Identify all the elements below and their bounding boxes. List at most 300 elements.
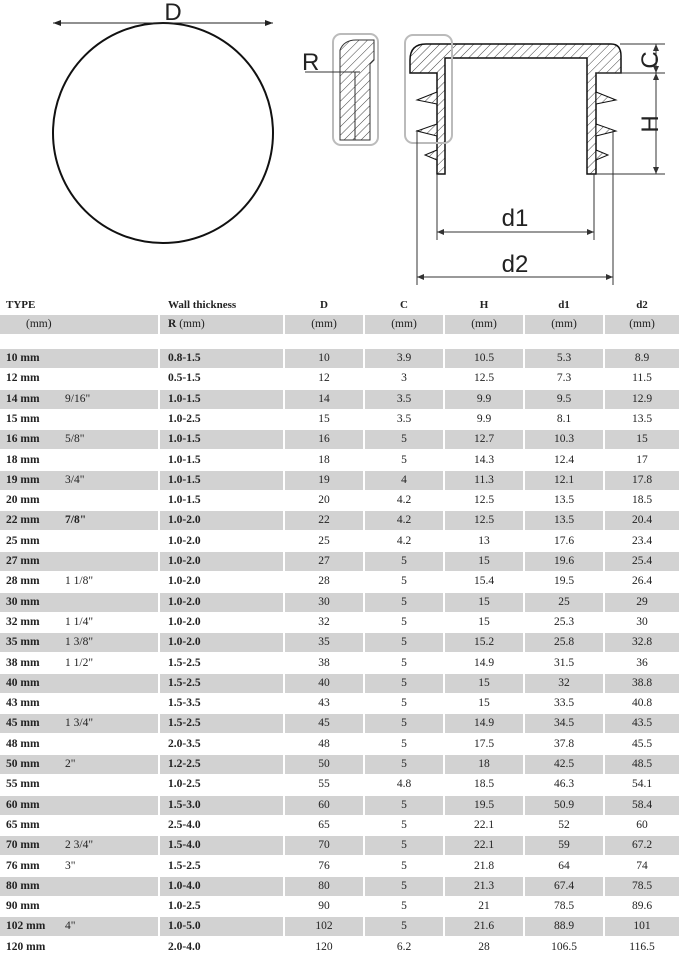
cell-H: 10.5 xyxy=(445,349,525,368)
cell-H: 17.5 xyxy=(445,735,525,754)
cell-C: 5 xyxy=(365,654,445,673)
cell-d1: 13.5 xyxy=(525,511,605,530)
cell-d1: 34.5 xyxy=(525,714,605,733)
cell-type xyxy=(0,755,160,774)
unit-wall-mm: (mm) xyxy=(179,318,205,330)
cell-type xyxy=(0,613,160,632)
type-mm: 19 mm xyxy=(6,473,40,486)
cell-D: 65 xyxy=(285,816,365,835)
type-mm: 60 mm xyxy=(6,798,40,811)
cell-wall: 1.0-1.5 xyxy=(160,430,285,449)
cell-d2: 89.6 xyxy=(631,900,653,913)
type-inch: 1 1/8" xyxy=(65,575,94,588)
type-mm: 80 mm xyxy=(6,879,40,892)
table-row xyxy=(0,532,679,551)
cell-D: 38 xyxy=(285,654,365,673)
cell-H: 9.9 xyxy=(445,410,525,429)
cell-d1: 37.8 xyxy=(525,735,605,754)
cross-section-view xyxy=(405,35,665,285)
cell-d2: 101 xyxy=(605,917,679,936)
cell-wall: 1.0-2.0 xyxy=(160,532,285,551)
cell-C: 5 xyxy=(365,917,445,936)
cell-H: 14.3 xyxy=(445,451,525,470)
cell-d2: 40.8 xyxy=(631,697,653,710)
type-mm: 18 mm xyxy=(6,453,40,466)
cell-D: 43 xyxy=(285,694,365,713)
cell-C: 6.2 xyxy=(365,938,445,957)
cell-C: 5 xyxy=(365,451,445,470)
table-row xyxy=(0,511,679,530)
cell-type xyxy=(0,511,160,530)
cell-type xyxy=(0,430,160,449)
table-row xyxy=(0,471,679,490)
cell-C: 5 xyxy=(365,633,445,652)
cell-H: 11.3 xyxy=(445,471,525,490)
cell-d2: 23.4 xyxy=(631,534,653,547)
cell-D: 15 xyxy=(285,410,365,429)
table-row xyxy=(0,552,679,571)
table-row xyxy=(0,877,679,896)
unit-H: (mm) xyxy=(445,315,525,334)
cell-d1: 12.4 xyxy=(525,451,605,470)
cell-d1: 64 xyxy=(525,857,605,876)
type-inch: 1 1/2" xyxy=(65,656,94,669)
cell-D: 35 xyxy=(285,633,365,652)
cell-D: 48 xyxy=(285,735,365,754)
type-mm: 55 mm xyxy=(6,778,40,791)
cell-H: 14.9 xyxy=(445,654,525,673)
cell-D: 80 xyxy=(285,877,365,896)
cell-d1: 19.5 xyxy=(525,572,605,591)
cell-H: 28 xyxy=(445,938,525,957)
table-row xyxy=(0,430,679,449)
type-mm: 40 mm xyxy=(6,676,40,689)
table-row xyxy=(0,714,679,733)
unit-d2: (mm) xyxy=(605,315,679,334)
cell-d2: 67.2 xyxy=(605,836,679,855)
type-inch: 9/16" xyxy=(65,392,91,405)
cell-H: 15.2 xyxy=(445,633,525,652)
cell-D: 14 xyxy=(285,390,365,409)
cell-d2: 29 xyxy=(605,593,679,612)
type-inch: 3" xyxy=(65,859,76,872)
table-row xyxy=(0,369,679,388)
cell-type xyxy=(0,451,160,470)
cell-C: 5 xyxy=(365,593,445,612)
cell-C: 3.9 xyxy=(365,349,445,368)
cell-wall: 1.0-2.5 xyxy=(160,410,285,429)
cell-wall: 1.5-3.5 xyxy=(160,694,285,713)
cell-C: 4.2 xyxy=(365,511,445,530)
cell-d1: 46.3 xyxy=(525,775,605,794)
type-mm: 15 mm xyxy=(6,412,40,425)
type-mm: 50 mm xyxy=(6,758,40,770)
cell-D: 50 xyxy=(285,755,365,774)
table-row xyxy=(0,593,679,612)
cell-d2: 78.5 xyxy=(605,877,679,896)
cell-type xyxy=(0,897,160,916)
type-inch: 1 3/4" xyxy=(65,717,94,730)
cell-wall: 1.0-2.0 xyxy=(160,593,285,612)
cell-d2: 13.5 xyxy=(631,412,653,425)
cell-wall: 1.5-2.5 xyxy=(160,654,285,673)
type-mm: 45 mm xyxy=(6,717,40,730)
cell-type xyxy=(0,857,160,876)
type-inch: 2 3/4" xyxy=(65,839,94,852)
cell-type xyxy=(0,836,160,855)
unit-d1: (mm) xyxy=(525,315,605,334)
cell-C: 5 xyxy=(365,430,445,449)
cell-C: 3 xyxy=(365,369,445,388)
cell-D: 60 xyxy=(285,796,365,815)
type-inch: 3/4" xyxy=(65,473,85,486)
cell-type xyxy=(0,593,160,612)
type-mm: 65 mm xyxy=(6,818,40,831)
cell-type xyxy=(0,491,160,510)
cell-D: 28 xyxy=(285,572,365,591)
cell-C: 5 xyxy=(365,816,445,835)
cell-d2: 60 xyxy=(636,818,648,831)
cell-d1: 42.5 xyxy=(525,755,605,774)
cell-wall: 1.0-1.5 xyxy=(160,491,285,510)
cell-D: 30 xyxy=(285,593,365,612)
cell-H: 12.5 xyxy=(445,511,525,530)
cell-C: 4 xyxy=(365,471,445,490)
cell-H: 15 xyxy=(445,613,525,632)
header-type: TYPE xyxy=(0,296,160,315)
table-row xyxy=(0,694,679,713)
table-row xyxy=(0,674,679,693)
cell-C: 3.5 xyxy=(365,390,445,409)
cell-H: 15.4 xyxy=(445,572,525,591)
cell-D: 10 xyxy=(285,349,365,368)
cell-D: 32 xyxy=(285,613,365,632)
unit-type: (mm) xyxy=(0,315,160,334)
cell-d2: 116.5 xyxy=(629,940,655,953)
cell-d1: 106.5 xyxy=(525,938,605,957)
cell-C: 5 xyxy=(365,674,445,693)
cell-C: 5 xyxy=(365,714,445,733)
cell-d2: 15 xyxy=(605,430,679,449)
type-mm: 35 mm xyxy=(6,636,40,649)
cell-type xyxy=(0,654,160,673)
cell-d2: 45.5 xyxy=(631,737,653,750)
cell-D: 16 xyxy=(285,430,365,449)
cell-d1: 12.1 xyxy=(525,471,605,490)
units-row xyxy=(0,315,679,334)
type-inch: 4" xyxy=(65,920,76,933)
cell-D: 19 xyxy=(285,471,365,490)
cell-wall: 1.0-1.5 xyxy=(160,451,285,470)
cell-wall: 1.0-2.0 xyxy=(160,511,285,530)
table-row xyxy=(0,816,679,835)
cell-C: 5 xyxy=(365,755,445,774)
table-row xyxy=(0,410,679,429)
cell-C: 5 xyxy=(365,613,445,632)
header-D: D xyxy=(285,296,365,315)
unit-wall-R: R xyxy=(168,318,177,330)
cell-H: 21.3 xyxy=(445,877,525,896)
cell-H: 9.9 xyxy=(445,390,525,409)
type-mm: 16 mm xyxy=(6,433,40,446)
cell-H: 22.1 xyxy=(445,816,525,835)
type-mm: 70 mm xyxy=(6,839,40,852)
cell-type xyxy=(0,917,160,936)
type-inch: 5/8" xyxy=(65,433,85,446)
cell-d1: 32 xyxy=(525,674,605,693)
cell-d1: 5.3 xyxy=(525,349,605,368)
table-row xyxy=(0,735,679,754)
cell-H: 22.1 xyxy=(445,836,525,855)
header-C: C xyxy=(365,296,445,315)
unit-C: (mm) xyxy=(365,315,445,334)
cell-H: 21 xyxy=(445,897,525,916)
cell-d2: 38.8 xyxy=(605,674,679,693)
table-row xyxy=(0,633,679,652)
table-row xyxy=(0,897,679,916)
cell-wall: 1.0-2.0 xyxy=(160,633,285,652)
cell-d1: 25.3 xyxy=(525,613,605,632)
cell-d1: 25.8 xyxy=(525,633,605,652)
cell-wall: 1.0-2.0 xyxy=(160,572,285,591)
cell-C: 5 xyxy=(365,735,445,754)
cell-d2: 12.9 xyxy=(605,390,679,409)
cell-type xyxy=(0,735,160,754)
cell-D: 76 xyxy=(285,857,365,876)
table-row xyxy=(0,451,679,470)
cell-d1: 13.5 xyxy=(525,491,605,510)
cell-d1: 8.1 xyxy=(525,410,605,429)
table-row xyxy=(0,491,679,510)
cell-d1: 88.9 xyxy=(525,917,605,936)
type-inch: 7/8" xyxy=(65,514,87,527)
cell-H: 15 xyxy=(445,694,525,713)
header-d1: d1 xyxy=(525,296,605,315)
cell-d1: 7.3 xyxy=(525,369,605,388)
cell-D: 102 xyxy=(285,917,365,936)
type-mm: 12 mm xyxy=(6,372,40,385)
cell-D: 18 xyxy=(285,451,365,470)
cell-d1: 78.5 xyxy=(525,897,605,916)
table-row xyxy=(0,572,679,591)
table-row xyxy=(0,390,679,409)
table-row xyxy=(0,613,679,632)
cell-H: 15 xyxy=(445,593,525,612)
cell-wall: 2.0-3.5 xyxy=(160,735,285,754)
cell-d1: 9.5 xyxy=(525,390,605,409)
cell-H: 12.7 xyxy=(445,430,525,449)
cell-C: 5 xyxy=(365,796,445,815)
cell-type xyxy=(0,633,160,652)
cell-H: 13 xyxy=(445,532,525,551)
cell-type xyxy=(0,532,160,551)
cell-D: 55 xyxy=(285,775,365,794)
type-mm: 10 mm xyxy=(6,352,40,364)
cell-C: 5 xyxy=(365,857,445,876)
cell-type xyxy=(0,349,160,368)
type-mm: 38 mm xyxy=(6,656,40,669)
type-mm: 20 mm xyxy=(6,494,40,507)
header-d2: d2 xyxy=(636,299,648,311)
cell-wall: 1.0-2.5 xyxy=(160,897,285,916)
cell-d1: 50.9 xyxy=(525,796,605,815)
type-inch: 2" xyxy=(65,758,76,770)
cell-d2: 74 xyxy=(636,859,648,872)
type-mm: 22 mm xyxy=(6,514,40,527)
cell-wall: 1.5-3.0 xyxy=(160,796,285,815)
cell-d2: 48.5 xyxy=(605,755,679,774)
cell-H: 21.6 xyxy=(445,917,525,936)
cell-d1: 19.6 xyxy=(525,552,605,571)
cell-wall: 1.5-2.5 xyxy=(160,714,285,733)
cell-wall: 1.0-1.5 xyxy=(160,471,285,490)
table-row xyxy=(0,349,679,368)
cell-d1: 59 xyxy=(525,836,605,855)
unit-D: (mm) xyxy=(285,315,365,334)
cell-D: 40 xyxy=(285,674,365,693)
cell-type xyxy=(0,816,160,835)
cell-C: 5 xyxy=(365,694,445,713)
cell-D: 90 xyxy=(285,897,365,916)
cell-d2: 30 xyxy=(636,615,648,628)
cell-H: 19.5 xyxy=(445,796,525,815)
table-row xyxy=(0,654,679,673)
type-inch: 1 3/8" xyxy=(65,636,94,649)
cell-C: 4.2 xyxy=(365,532,445,551)
cell-wall: 0.8-1.5 xyxy=(160,349,285,368)
cell-d2: 8.9 xyxy=(605,349,679,368)
label-C: C xyxy=(637,51,664,69)
cell-d2: 11.5 xyxy=(632,372,652,385)
cell-wall: 1.0-1.5 xyxy=(160,390,285,409)
cell-D: 45 xyxy=(285,714,365,733)
top-view-circle xyxy=(53,0,273,243)
cell-D: 25 xyxy=(285,532,365,551)
cell-C: 4.2 xyxy=(365,491,445,510)
cell-d2: 20.4 xyxy=(605,511,679,530)
cell-d2: 18.5 xyxy=(631,494,653,507)
cell-d2: 25.4 xyxy=(605,552,679,571)
detail-view xyxy=(302,34,378,145)
label-D: D xyxy=(164,0,182,26)
table-row xyxy=(0,796,679,815)
type-mm: 102 mm xyxy=(6,920,46,933)
cell-d1: 10.3 xyxy=(525,430,605,449)
type-inch: 1 1/4" xyxy=(65,615,94,628)
type-mm: 76 mm xyxy=(6,859,40,872)
cell-C: 5 xyxy=(365,877,445,896)
cell-D: 20 xyxy=(285,491,365,510)
cell-d2: 58.4 xyxy=(605,796,679,815)
cell-d1: 52 xyxy=(525,816,605,835)
technical-drawing xyxy=(0,0,679,296)
table-row xyxy=(0,755,679,774)
cell-H: 12.5 xyxy=(445,491,525,510)
cell-type xyxy=(0,390,160,409)
cell-C: 5 xyxy=(365,572,445,591)
label-R: R xyxy=(302,49,320,76)
cell-type xyxy=(0,674,160,693)
cell-wall: 1.5-2.5 xyxy=(160,857,285,876)
table-row xyxy=(0,836,679,855)
cell-d2: 17 xyxy=(636,453,648,466)
cell-type xyxy=(0,694,160,713)
cell-type xyxy=(0,938,160,957)
type-mm: 25 mm xyxy=(6,534,40,547)
cell-H: 21.8 xyxy=(445,857,525,876)
cell-d1: 33.5 xyxy=(525,694,605,713)
table-row xyxy=(0,857,679,876)
cell-D: 70 xyxy=(285,836,365,855)
label-d2: d2 xyxy=(501,251,529,278)
cell-wall: 1.2-2.5 xyxy=(160,755,285,774)
cell-wall: 2.0-4.0 xyxy=(160,938,285,957)
cell-d1: 31.5 xyxy=(525,654,605,673)
type-mm: 14 mm xyxy=(6,392,40,405)
cell-H: 12.5 xyxy=(445,369,525,388)
cell-wall: 2.5-4.0 xyxy=(160,816,285,835)
cell-d1: 25 xyxy=(525,593,605,612)
type-mm: 120 mm xyxy=(6,940,46,953)
table-row xyxy=(0,938,679,957)
cell-wall: 1.5-4.0 xyxy=(160,836,285,855)
cell-D: 27 xyxy=(285,552,365,571)
cell-C: 5 xyxy=(365,552,445,571)
cell-d2: 36 xyxy=(636,656,648,669)
cell-wall: 1.0-4.0 xyxy=(160,877,285,896)
header-row xyxy=(0,296,679,315)
cell-type xyxy=(0,410,160,429)
cell-d1: 17.6 xyxy=(525,532,605,551)
type-mm: 48 mm xyxy=(6,737,40,750)
type-mm: 90 mm xyxy=(6,900,40,913)
cell-C: 4.8 xyxy=(365,775,445,794)
type-mm: 43 mm xyxy=(6,697,40,710)
table-row xyxy=(0,917,679,936)
cell-H: 18.5 xyxy=(445,775,525,794)
cell-type xyxy=(0,877,160,896)
cell-d2: 43.5 xyxy=(605,714,679,733)
cell-type xyxy=(0,369,160,388)
cell-H: 18 xyxy=(445,755,525,774)
cell-type xyxy=(0,796,160,815)
cell-H: 15 xyxy=(445,674,525,693)
cell-d2: 17.8 xyxy=(605,471,679,490)
cell-H: 14.9 xyxy=(445,714,525,733)
cell-wall: 1.5-2.5 xyxy=(160,674,285,693)
label-H: H xyxy=(637,115,664,133)
cell-type xyxy=(0,572,160,591)
label-d1: d1 xyxy=(501,205,529,232)
cell-d2: 54.1 xyxy=(631,778,653,791)
cell-wall: 1.0-5.0 xyxy=(160,917,285,936)
cell-wall: 1.0-2.5 xyxy=(160,775,285,794)
cell-type xyxy=(0,552,160,571)
type-mm: 27 mm xyxy=(6,555,40,567)
cell-C: 5 xyxy=(365,897,445,916)
cell-wall: 0.5-1.5 xyxy=(160,369,285,388)
header-H: H xyxy=(445,296,525,315)
cell-wall: 1.0-2.0 xyxy=(160,552,285,571)
cell-type xyxy=(0,775,160,794)
cell-D: 120 xyxy=(285,938,365,957)
cell-type xyxy=(0,714,160,733)
table-row xyxy=(0,775,679,794)
type-mm: 32 mm xyxy=(6,615,40,628)
type-mm: 30 mm xyxy=(6,595,40,608)
cell-C: 3.5 xyxy=(365,410,445,429)
cell-wall: 1.0-2.0 xyxy=(160,613,285,632)
